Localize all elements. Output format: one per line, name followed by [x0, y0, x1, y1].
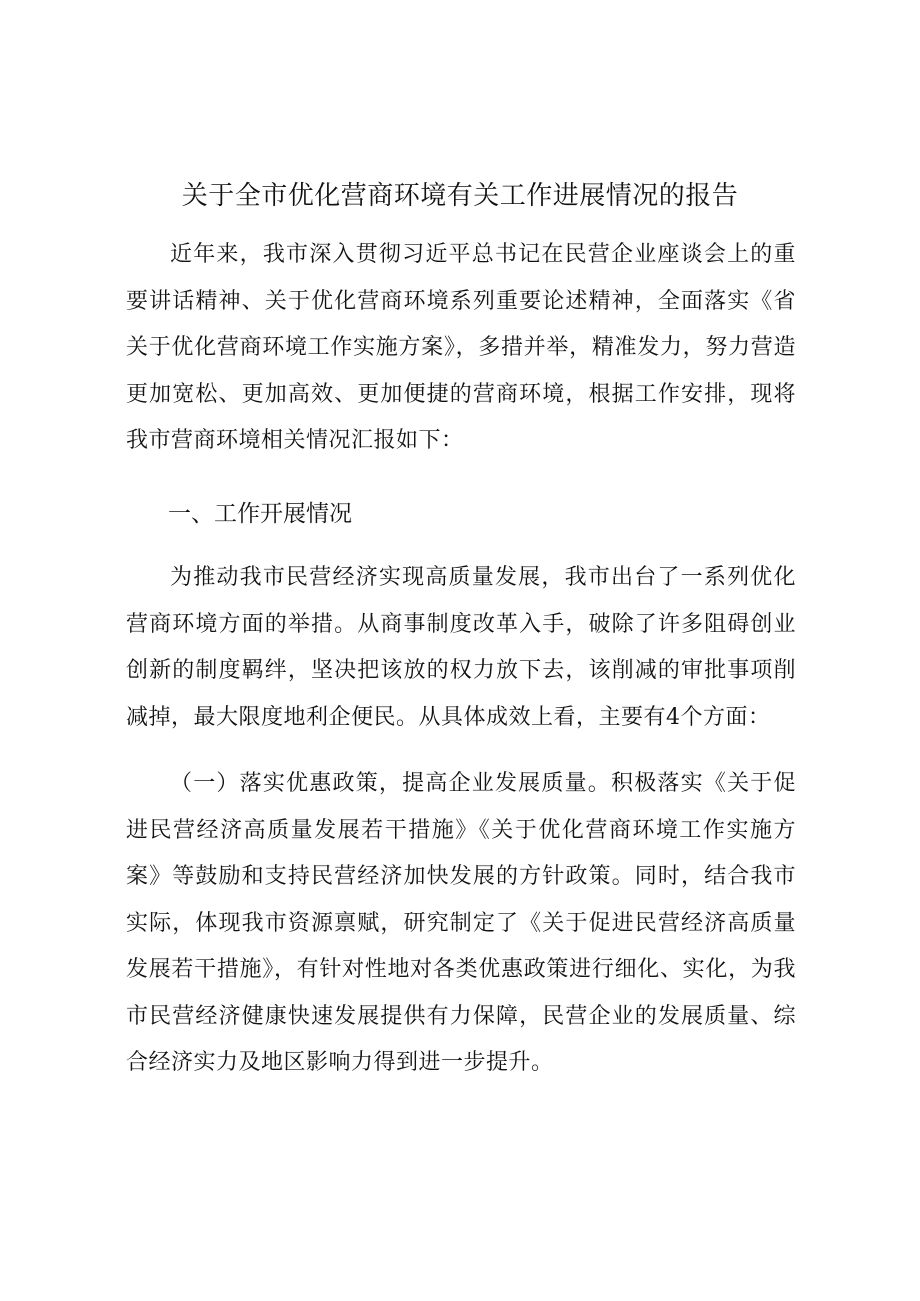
- section-paragraph: 为推动我市民营经济实现高质量发展，我市出台了一系列优化营商环境方面的举措。从商事制度改革入手，破除了许多阻碍创业创新的制度羁绊，坚决把该放的权力放下去，该削减的审批事项削减掉，最大限度地利企便民。从具体成效上看，主要有4个方面：: [126, 565, 796, 730]
- document-title: 关于全市优化营商环境有关工作进展情况的报告: [181, 181, 739, 211]
- intro-paragraph: 近年来，我市深入贯彻习近平总书记在民营企业座谈会上的重要讲话精神、关于优化营商环境系列重要论述精神，全面落实《省关于优化营商环境工作实施方案》，多措并举，精准发力，努力营造更加宽松、更加高效、更加便捷的营商环境，根据工作安排，现将我市营商环境相关情况汇报如下：: [126, 242, 796, 453]
- subsection-paragraph: （一）落实优惠政策，提高企业发展质量。积极落实《关于促进民营经济高质量发展若干措施》《关于优化营商环境工作实施方案》等鼓励和支持民营经济加快发展的方针政策。同时，结合我市实际，体现我市资源禀赋，研究制定了《关于促进民营经济高质量发展若干措施》，有针对性地对各类优惠政策进行细化、实化，为我市民营经济健康快速发展提供有力保障，民营企业的发展质量、综合经济实力及地区影响力得到进一步提升。: [126, 771, 796, 1075]
- section-heading: 一、工作开展情况: [168, 501, 352, 527]
